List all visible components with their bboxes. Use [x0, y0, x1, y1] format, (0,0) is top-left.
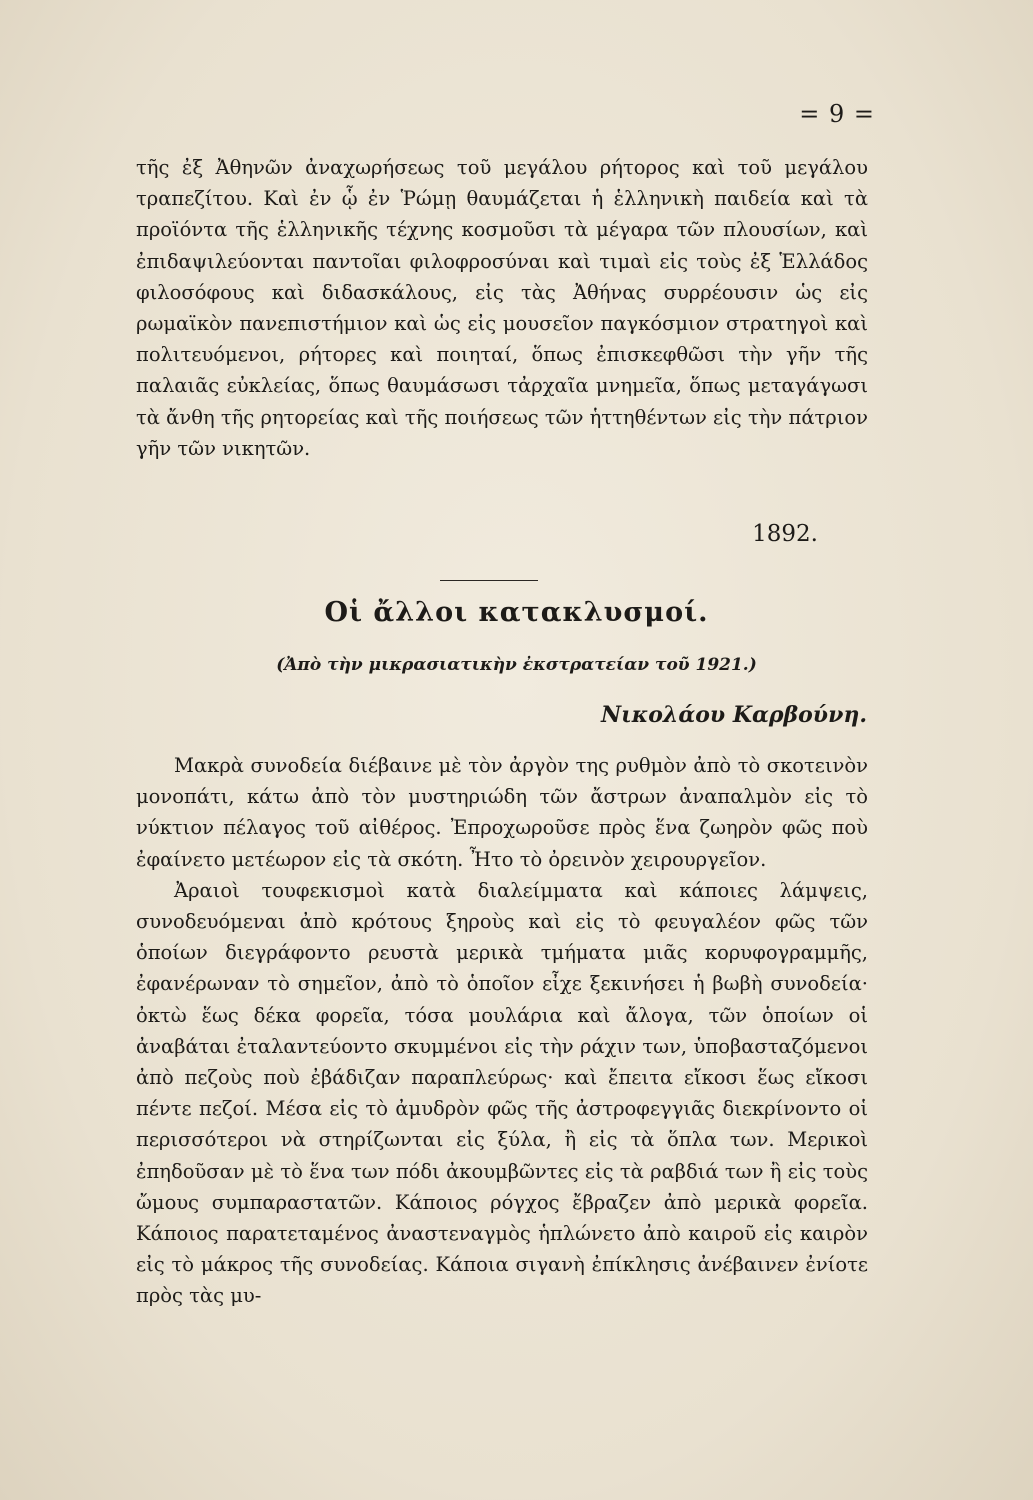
- article-body: [136, 750, 868, 1312]
- continued-text-block: [136, 152, 868, 464]
- page-number: = 9 =: [799, 100, 875, 128]
- article-paragraph: Μακρὰ συνοδεία διέβαινε μὲ τὸν ἀργὸν της ρυθμὸν ἀπὸ τὸ σκοτεινὸν μονοπάτι, κάτω ἀπὸ τὸν μυστηριώδη τῶν ἄστρων ἀναπαλμὸν εἰς τὸ νύκτιον πέλαγος τοῦ αἰθέρος. Ἐπροχωροῦσε πρὸς ἕνα ζωηρὸν φῶς ποὺ ἐφαίνετο μετέωρον εἰς τὰ σκότη. Ἦτο τὸ ὀρεινὸν χειρουργεῖον.: [136, 754, 868, 871]
- article-subtitle: (Ἀπὸ τὴν μικρασιατικὴν ἐκστρατείαν τοῦ 1921.): [276, 655, 757, 675]
- section-divider: [440, 580, 538, 581]
- top-paragraph: τῆς ἐξ Ἀθηνῶν ἀναχωρήσεως τοῦ μεγάλου ρήτορος καὶ τοῦ μεγάλου τραπεζίτου. Καὶ ἐν ᾧ ἐν Ῥώμῃ θαυμάζεται ἡ ἑλληνικὴ παιδεία καὶ τὰ προϊόντα τῆς ἑλληνικῆς τέχνης κοσμοῦσι τὰ μέγαρα τῶν πλουσίων, καὶ ἐπιδαψιλεύονται παντοῖαι φιλοφροσύναι καὶ τιμαὶ εἰς τοὺς ἐξ Ἑλλάδος φιλοσόφους καὶ διδασκάλους, εἰς τὰς Ἀθήνας συρρέουσιν ὡς εἰς ρωμαϊκὸν πανεπιστήμιον καὶ ὡς εἰς μουσεῖον παγκόσμιον στρατηγοὶ καὶ πολιτευόμενοι, ρήτορες καὶ ποιηταί, ὅπως ἐπισκεφθῶσι τὴν γῆν τῆς παλαιᾶς εὐκλείας, ὅπως θαυμάσωσι τἀρχαῖα μνημεῖα, ὅπως μεταγάγωσι τὰ ἄνθη τῆς ρητορείας καὶ τῆς ποιήσεως τῶν ἡττηθέντων εἰς τὴν πάτριον γῆν τῶν νικητῶν.: [136, 156, 868, 460]
- article-paragraph: Ἀραιοὶ τουφεκισμοὶ κατὰ διαλείμματα καὶ κάποιες λάμψεις, συνοδευόμεναι ἀπὸ κρότους ξηροὺς καὶ εἰς τὸ φευγαλέον φῶς τῶν ὁποίων διεγράφοντο ρευστὰ μερικὰ τμήματα μιᾶς κορυφογραμμῆς, ἐφανέρωναν τὸ σημεῖον, ἀπὸ τὸ ὁποῖον εἶχε ξεκινήσει ἡ βωβὴ συνοδεία· ὀκτὼ ἕως δέκα φορεῖα, τόσα μουλάρια καὶ ἄλογα, τῶν ὁποίων οἱ ἀναβάται ἐταλαντεύοντο σκυμμένοι εἰς τὴν ράχιν των, ὑποβασταζόμενοι ἀπὸ πεζοὺς ποὺ ἐβάδιζαν παραπλεύρως· καὶ ἔπειτα εἴκοσι ἕως εἴκοσι πέντε πεζοί. Μέσα εἰς τὸ ἀμυδρὸν φῶς τῆς ἀστροφεγγιᾶς διεκρίνοντο οἱ περισσότεροι νὰ στηρίζωνται εἰς ξύλα, ἢ εἰς τὰ ὅπλα των. Μερικοὶ ἐπηδοῦσαν μὲ τὸ ἕνα των πόδι ἀκουμβῶντες εἰς τὰ ραβδιά των ἢ εἰς τοὺς ὤμους συμπαραστατῶν. Κάποιος ρόγχος ἔβραζεν ἀπὸ μερικὰ φορεῖα. Κάποιος παρατεταμένος ἀναστεναγμὸς ἡπλώνετο ἀπὸ καιροῦ εἰς καιρὸν εἰς τὸ μάκρος τῆς συνοδείας. Κάποια σιγανὴ ἐπίκλησις ἀνέβαινεν ἐνίοτε πρὸς τὰς μυ-: [136, 878, 868, 1308]
- date-line: 1892.: [752, 521, 818, 547]
- article-author: Νικολάου Καρβούνη.: [600, 702, 867, 728]
- article-title: Οἱ ἄλλοι κατακλυσμοί.: [324, 597, 709, 628]
